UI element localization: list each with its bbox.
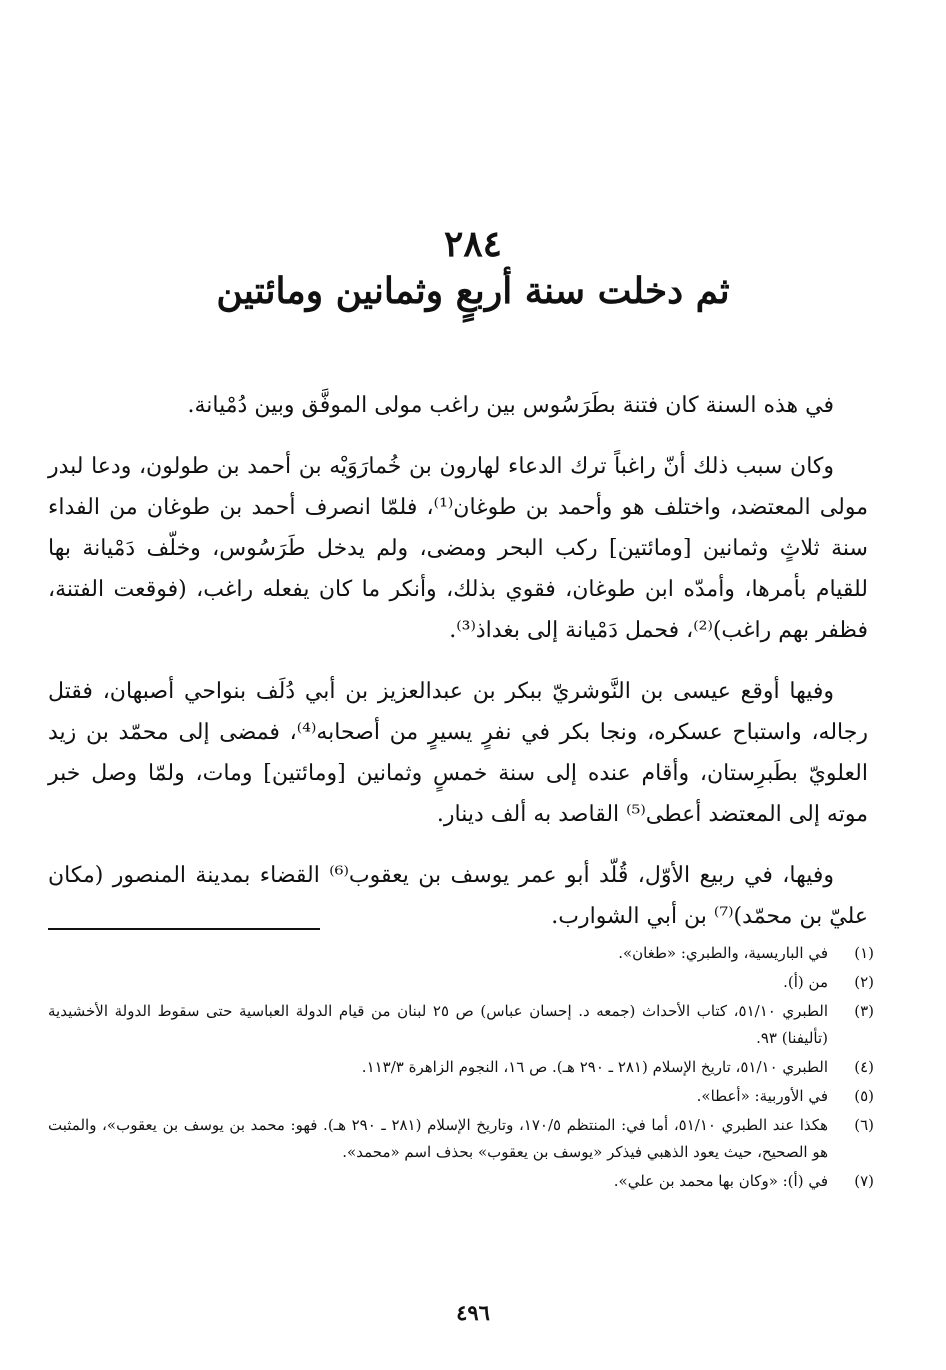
paragraph-3: وفيها أوقع عيسى بن النَّوشريّ ببكر بن عبدالعزيز بن أبي دُلَف بنواحي أصبهان، فقتل رجاله، واستباح عسكره، ونجا بكر في نفرٍ يسيرٍ من أصحابه⁽⁴⁾، فمضى إلى محمّد بن زيد العلويّ بطَبرِستان، وأقام عنده إلى سنة خمسٍ وثمانين [ومائتين] ومات، ولمّا وصل خبر موته إلى المعتضد أعطى⁽⁵⁾ القاصد به ألف دينار. [48, 679, 868, 827]
chapter-header [60, 222, 886, 316]
footnote-text: هكذا عند الطبري ٥١/١٠، أما في: المنتظم ١٧٠/٥، وتاريخ الإسلام (٢٨١ ـ ٢٩٠ هـ). فهو: محمد بن يوسف بن يعقوب»، والمثبت هو الصحيح، حيث يعود الذهبي فيذكر «يوسف بن يعقوب» بحذف اسم «محمد». [48, 1116, 828, 1161]
footnote [48, 1112, 874, 1166]
paragraph-2: وكان سبب ذلك أنّ راغباً ترك الدعاء لهارون بن خُمارَوَيْه بن أحمد بن طولون، ودعا لبدر مولى المعتضد، واختلف هو وأحمد بن طوغان⁽¹⁾، فلمّا انصرف أحمد بن طوغان من الفداء سنة ثلاثٍ وثمانين [ومائتين] ركب البحر ومضى، ولم يدخل طَرَسُوس، وخلّف دَمْيانة بها للقيام بأمرها، وأمدّه ابن طوغان، فقوي بذلك، وأنكر ما كان يفعله راغب، (فوقعت الفتنة، فظفر بهم راغب)⁽²⁾، فحمل دَمْيانة إلى بغداذ⁽³⁾. [48, 454, 868, 643]
footnote [48, 1168, 874, 1195]
footnote-number: (٣) [854, 1002, 874, 1020]
footnote [48, 1083, 874, 1110]
footnote-number: (٦) [854, 1116, 874, 1134]
footnote [48, 969, 874, 996]
footnote-number: (٢) [854, 973, 874, 991]
main-text [48, 385, 868, 957]
footnote-number: (٧) [854, 1172, 874, 1190]
paragraph-1: في هذه السنة كان فتنة بطَرَسُوس بين راغب مولى الموفَّق وبين دُمْيانة. [187, 393, 834, 418]
footnote-separator [48, 928, 320, 930]
footnotes [48, 940, 874, 1197]
page-number: ٤٩٦ [456, 1300, 490, 1325]
footnote-text: الطبري ٥١/١٠، تاريخ الإسلام (٢٨١ ـ ٢٩٠ هـ). ص ١٦، النجوم الزاهرة ١١٣/٣. [361, 1058, 828, 1076]
footnote-text: الطبري ٥١/١٠، كتاب الأحداث (جمعه د. إحسان عباس) ص ٢٥ لبنان من قيام الدولة العباسية حتى سقوط الدولة الأخشيدية (تأليفنا) ٩٣. [48, 1002, 829, 1047]
year-heading: ٢٨٤ [443, 223, 502, 265]
paragraph-4: وفيها، في ربيع الأوّل، قُلّد أبو عمر يوسف بن يعقوب⁽⁶⁾ القضاء بمدينة المنصور (مكان عليّ بن محمّد)⁽⁷⁾ بن أبي الشوارب. [48, 863, 868, 929]
footnote-text: في (أ): «وكان بها محمد بن علي». [613, 1172, 828, 1190]
footnote-number: (٤) [854, 1058, 874, 1076]
footnote-text: من (أ). [783, 973, 828, 991]
footnote-text: في الأوربية: «أعطا». [696, 1087, 828, 1105]
footnote [48, 940, 874, 967]
footnote-text: في الباريسية، والطبري: «طغان». [618, 944, 828, 962]
footnote-number: (٥) [854, 1087, 874, 1105]
chapter-title: ثم دخلت سنة أربعٍ وثمانين ومائتين [216, 270, 730, 312]
footnote [48, 998, 874, 1052]
footnote-number: (١) [854, 944, 874, 962]
footnote [48, 1054, 874, 1081]
